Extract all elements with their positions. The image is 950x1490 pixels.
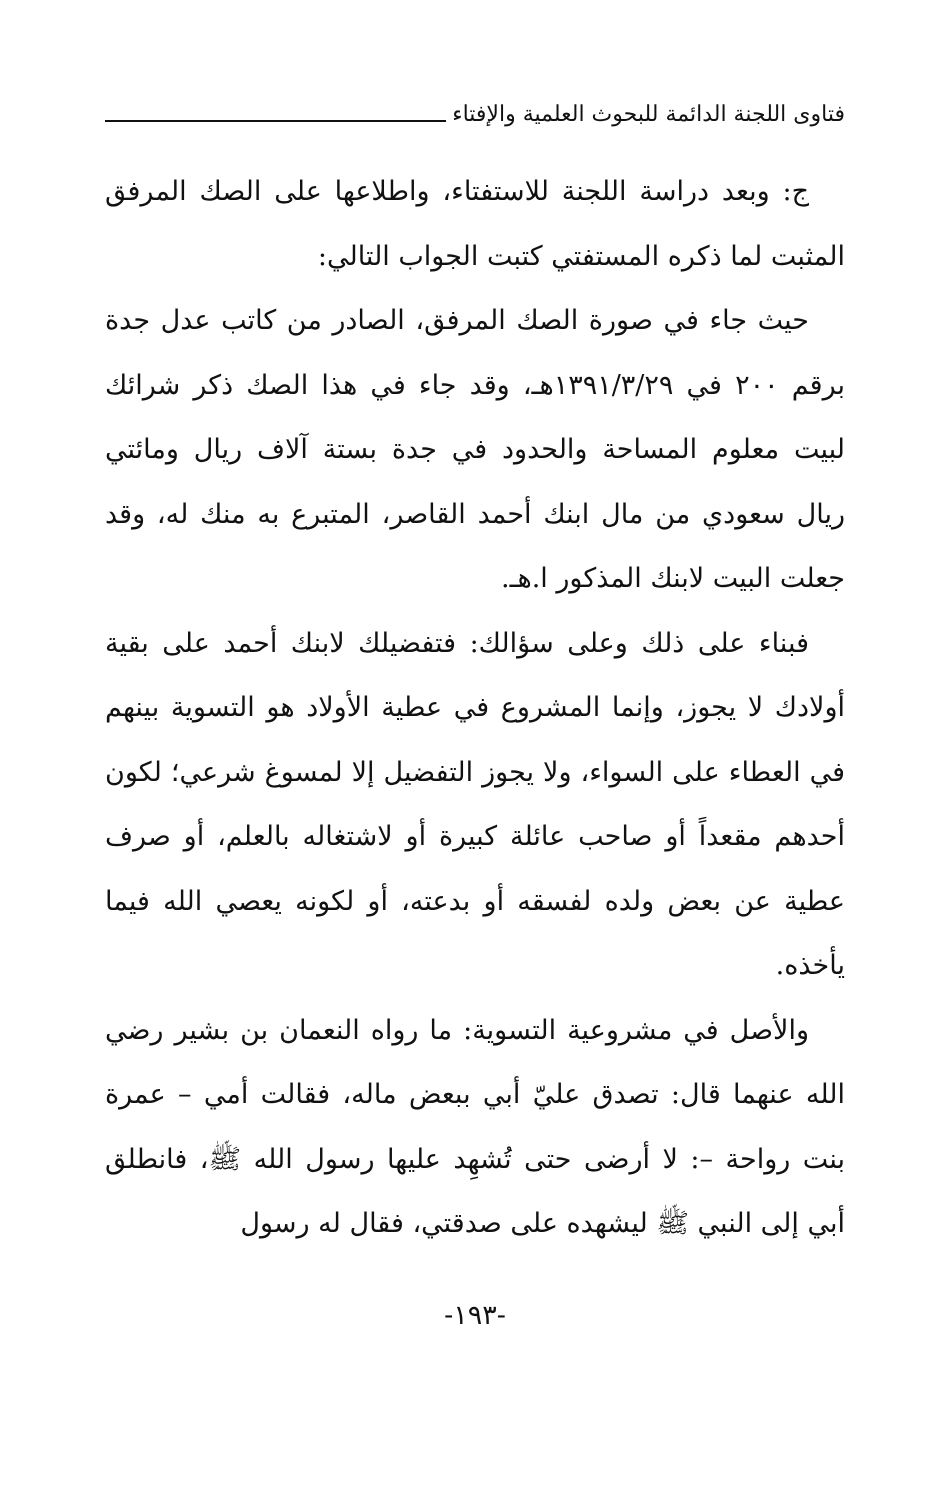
paragraph-deed-description: حيث جاء في صورة الصك المرفق، الصادر من كاتب عدل جدة برقم ٢٠٠ في ١٣٩١/٣/٢٩هـ، وقد جاء في هذا الصك ذكر شرائك لبيت معلوم المساحة والحدود في جدة بستة آلاف ريال ومائتي ريال سعودي من مال ابنك أحمد القاصر، المتبرع به منك له، وقد جعلت البيت لابنك المذكور ا.هـ. (105, 305, 846, 594)
running-header (105, 98, 845, 132)
page-number: -١٩٣- (444, 1300, 506, 1331)
paragraph-evidence: والأصل في مشروعية التسوية: ما رواه النعمان بن بشير رضي الله عنهما قال: تصدق عليّ أبي ببعض ماله، فقالت أمي – عمرة بنت رواحة –: لا أرضى حتى تُشهِد عليها رسول الله ﷺ، فانطلق أبي إلى النبي ﷺ ليشهده على صدقتي، فقال له رسول (105, 1014, 845, 1239)
paragraph-ruling: فبناء على ذلك وعلى سؤالك: فتفضيلك لابنك أحمد على بقية أولادك لا يجوز، وإنما المشروع في عطية الأولاد هو التسوية بينهم في العطاء على السواء، ولا يجوز التفضيل إلا لمسوغ شرعي؛ لكون أحدهم مقعداً أو صاحب عائلة كبيرة أو لاشتغاله بالعلم، أو صرف عطية عن بعض ولده لفسقه أو بدعته، أو لكونه يعصي الله فيما يأخذه. (105, 627, 845, 981)
header-rule (105, 120, 446, 122)
running-header-title: فتاوى اللجنة الدائمة للبحوث العلمية والإفتاء (452, 102, 845, 127)
body-text (105, 160, 845, 1257)
paragraph-answer-intro: ج: وبعد دراسة اللجنة للاستفتاء، واطلاعها على الصك المرفق المثبت لما ذكره المستفتي كتبت الجواب التالي: (105, 176, 845, 272)
